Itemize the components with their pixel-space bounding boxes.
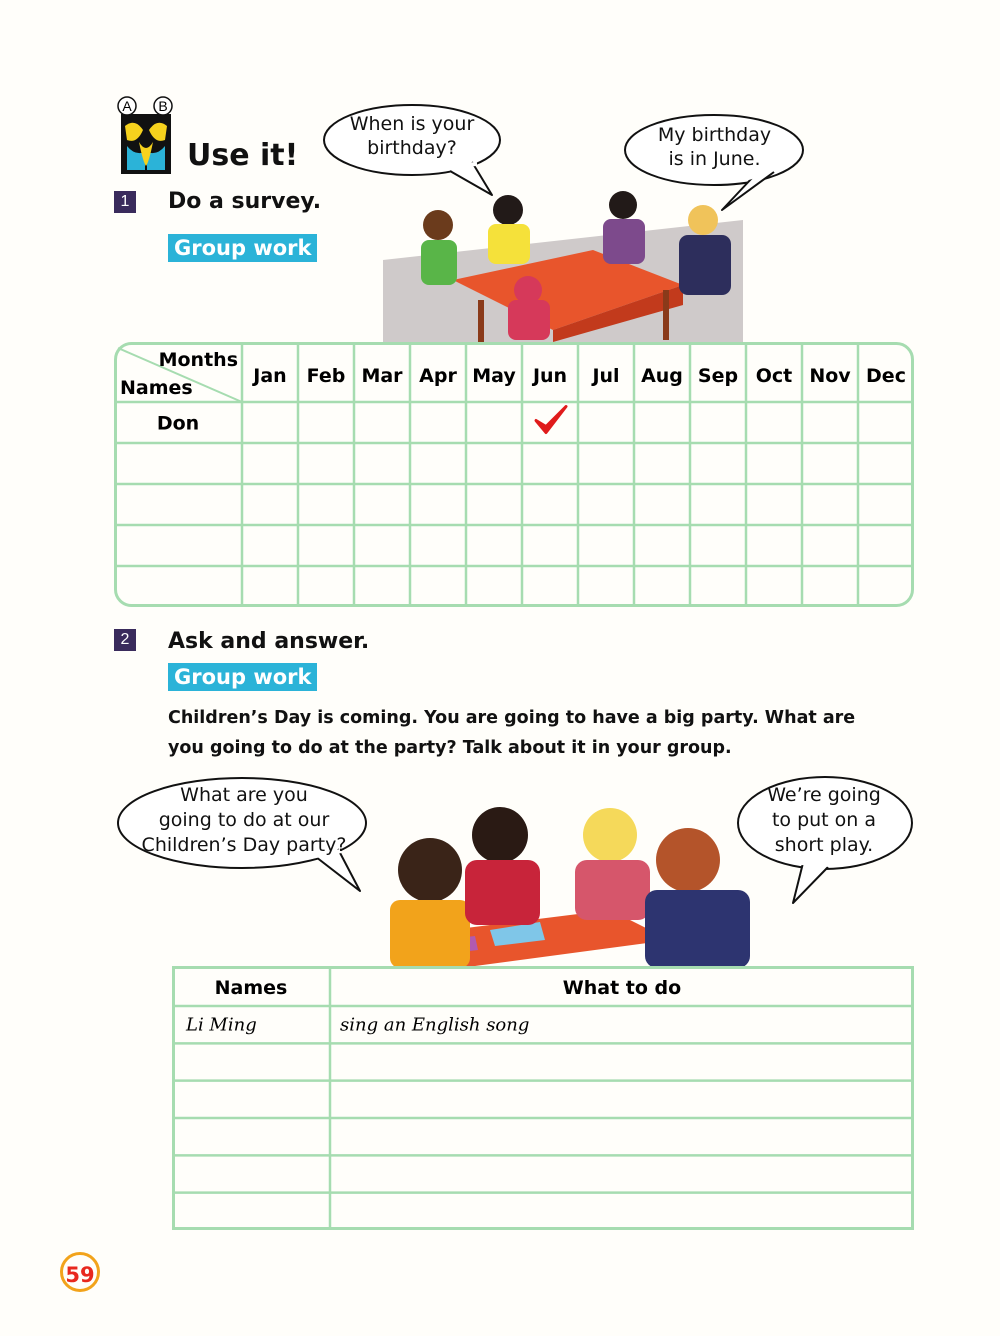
party-row-todo: sing an English song: [340, 1014, 530, 1036]
survey-month-header: Jul: [592, 365, 620, 387]
speech-bubble-question-1: [322, 102, 502, 197]
activity2-instructions-line2: you going to do at the party? Talk about it in your group.: [168, 738, 732, 758]
bubble-q2-line2: going to do at our: [158, 809, 330, 831]
survey-month-header: Feb: [306, 365, 346, 387]
checkmark-icon: [536, 407, 566, 433]
activity2-instructions: [168, 703, 918, 763]
survey-month-header: Mar: [361, 365, 403, 387]
party-header-names: Names: [214, 977, 288, 999]
activity2-groupwork-tag: Group work: [168, 663, 317, 691]
page-number: 59: [60, 1252, 100, 1292]
survey-corner-names: Names: [120, 377, 193, 399]
survey-month-header: Oct: [755, 365, 793, 387]
survey-month-header: Sep: [697, 365, 739, 387]
bubble-a1-line1: My birthday: [657, 124, 772, 146]
bubble-a2-line2: to put on a: [771, 809, 877, 831]
activity1-title: Do a survey.: [168, 189, 322, 214]
ab-logo: [113, 96, 179, 176]
birthday-survey-table: [114, 342, 914, 607]
party-plan-table: [172, 966, 914, 1230]
bubble-a2-line3: short play.: [774, 834, 874, 856]
activity1-number: 1: [114, 191, 136, 213]
activity2-instructions-line1: Children’s Day is coming. You are going to have a big party. What are: [168, 708, 856, 728]
party-header-what-to-do: What to do: [562, 977, 682, 999]
activity2-title: Ask and answer.: [168, 629, 370, 654]
speech-bubble-answer-2: [733, 775, 915, 905]
bubble-q2-line1: What are you: [180, 784, 308, 806]
speech-bubble-question-2: [116, 775, 372, 893]
party-row-name: Li Ming: [186, 1014, 257, 1036]
survey-month-header: Nov: [809, 365, 851, 387]
activity2-number: 2: [114, 629, 136, 651]
survey-month-header: Jun: [532, 365, 568, 387]
bubble-q1-line1: When is your: [349, 113, 475, 135]
party-grid: [172, 966, 914, 1230]
survey-row-name: Don: [156, 412, 200, 435]
speech-bubble-answer-1: [622, 112, 807, 212]
survey-grid: [114, 342, 914, 607]
bubble-a1-line2: is in June.: [668, 148, 761, 170]
bubble-q1-line2: birthday?: [367, 137, 457, 159]
ab-logo-icon: [113, 96, 179, 176]
logo-letter-a: A: [122, 98, 132, 114]
party-illustration: [370, 790, 760, 968]
activity1-groupwork-tag: Group work: [168, 234, 317, 262]
bubble-q2-line3: Children’s Day party?: [141, 834, 347, 856]
bubble-a2-line1: We’re going: [767, 784, 881, 806]
section-title: Use it!: [187, 138, 299, 173]
logo-letter-b: B: [158, 98, 168, 114]
survey-month-header: Apr: [419, 365, 457, 387]
survey-corner-months: Months: [158, 349, 238, 371]
survey-month-header: May: [472, 365, 516, 387]
survey-month-header: Jan: [253, 365, 287, 387]
survey-month-header: Dec: [866, 365, 906, 387]
survey-month-header: Aug: [641, 365, 683, 387]
